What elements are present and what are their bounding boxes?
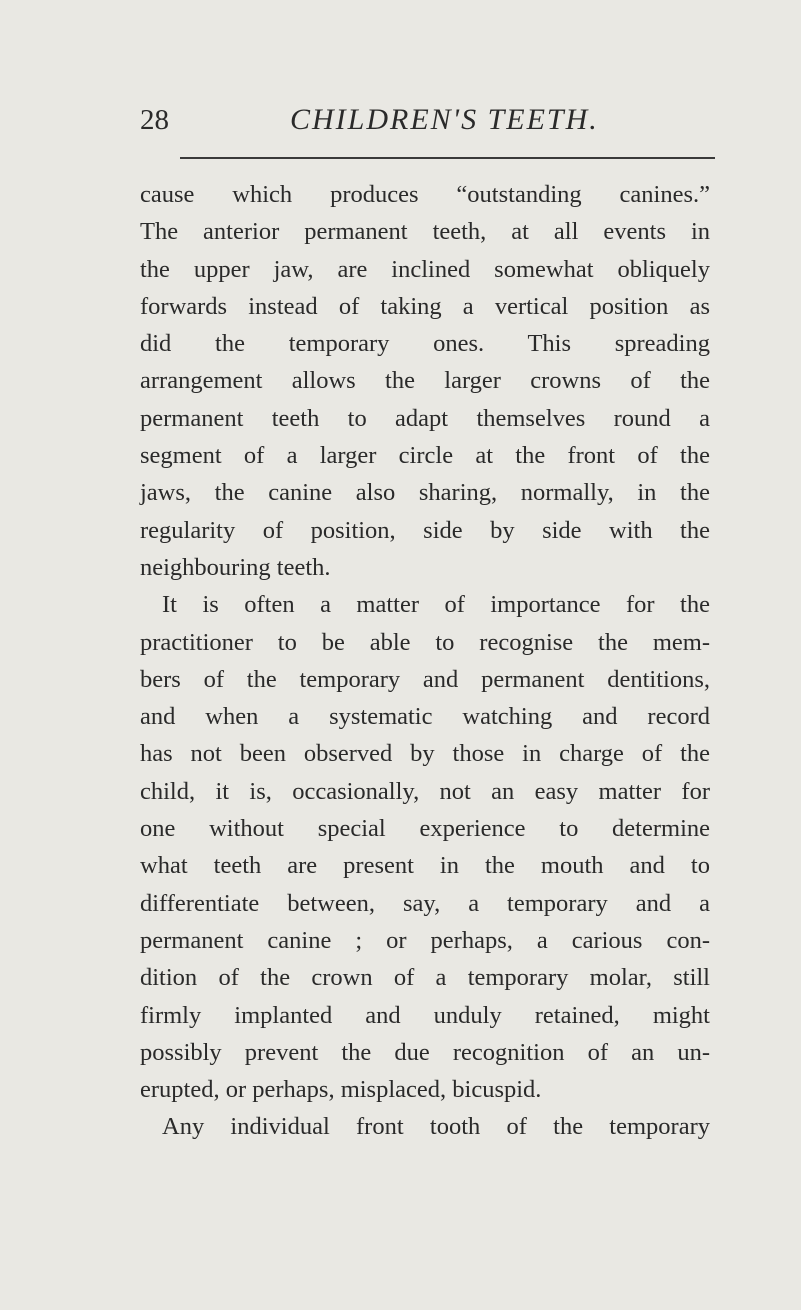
text-line: did the temporary ones. This spreading <box>140 330 710 358</box>
header-rule <box>180 157 715 159</box>
text-line: the upper jaw, are inclined somewhat obliquely <box>140 255 710 283</box>
text-line: regularity of position, side by side with the <box>140 516 710 544</box>
text-line: and when a systematic watching and record <box>140 703 710 731</box>
text-line: differentiate between, say, a temporary and a <box>140 889 710 917</box>
text-line: possibly prevent the due recognition of an un- <box>140 1038 710 1066</box>
text-line: one without special experience to determine <box>140 815 710 843</box>
text-line: has not been observed by those in charge of the <box>140 740 710 768</box>
text-line: segment of a larger circle at the front of the <box>140 442 710 470</box>
text-line: Any individual front tooth of the temporary <box>162 1113 710 1141</box>
text-line: jaws, the canine also sharing, normally, in the <box>140 479 710 507</box>
text-line: permanent teeth to adapt themselves round a <box>140 404 710 432</box>
text-line: firmly implanted and unduly retained, might <box>140 1001 710 1029</box>
text-line: forwards instead of taking a vertical position as <box>140 292 710 320</box>
text-line: It is often a matter of importance for the <box>162 591 710 619</box>
running-head: CHILDREN'S TEETH. <box>290 103 599 136</box>
text-line: permanent canine ; or perhaps, a carious con- <box>140 926 710 954</box>
text-line: cause which produces “outstanding canines.” <box>140 181 710 208</box>
body-text <box>140 176 710 1146</box>
text-line: arrangement allows the larger crowns of the <box>140 367 710 395</box>
text-line: dition of the crown of a temporary molar, still <box>140 964 710 992</box>
text-line: The anterior permanent teeth, at all events in <box>140 218 710 246</box>
page-number: 28 <box>140 104 169 136</box>
text-line: what teeth are present in the mouth and to <box>140 852 710 880</box>
text-line: practitioner to be able to recognise the mem- <box>140 628 710 656</box>
text-line: neighbouring teeth. <box>140 553 331 581</box>
text-line: erupted, or perhaps, misplaced, bicuspid. <box>140 1076 542 1104</box>
text-line: bers of the temporary and permanent dentitions, <box>140 665 710 693</box>
text-line: child, it is, occasionally, not an easy matter for <box>140 777 710 805</box>
